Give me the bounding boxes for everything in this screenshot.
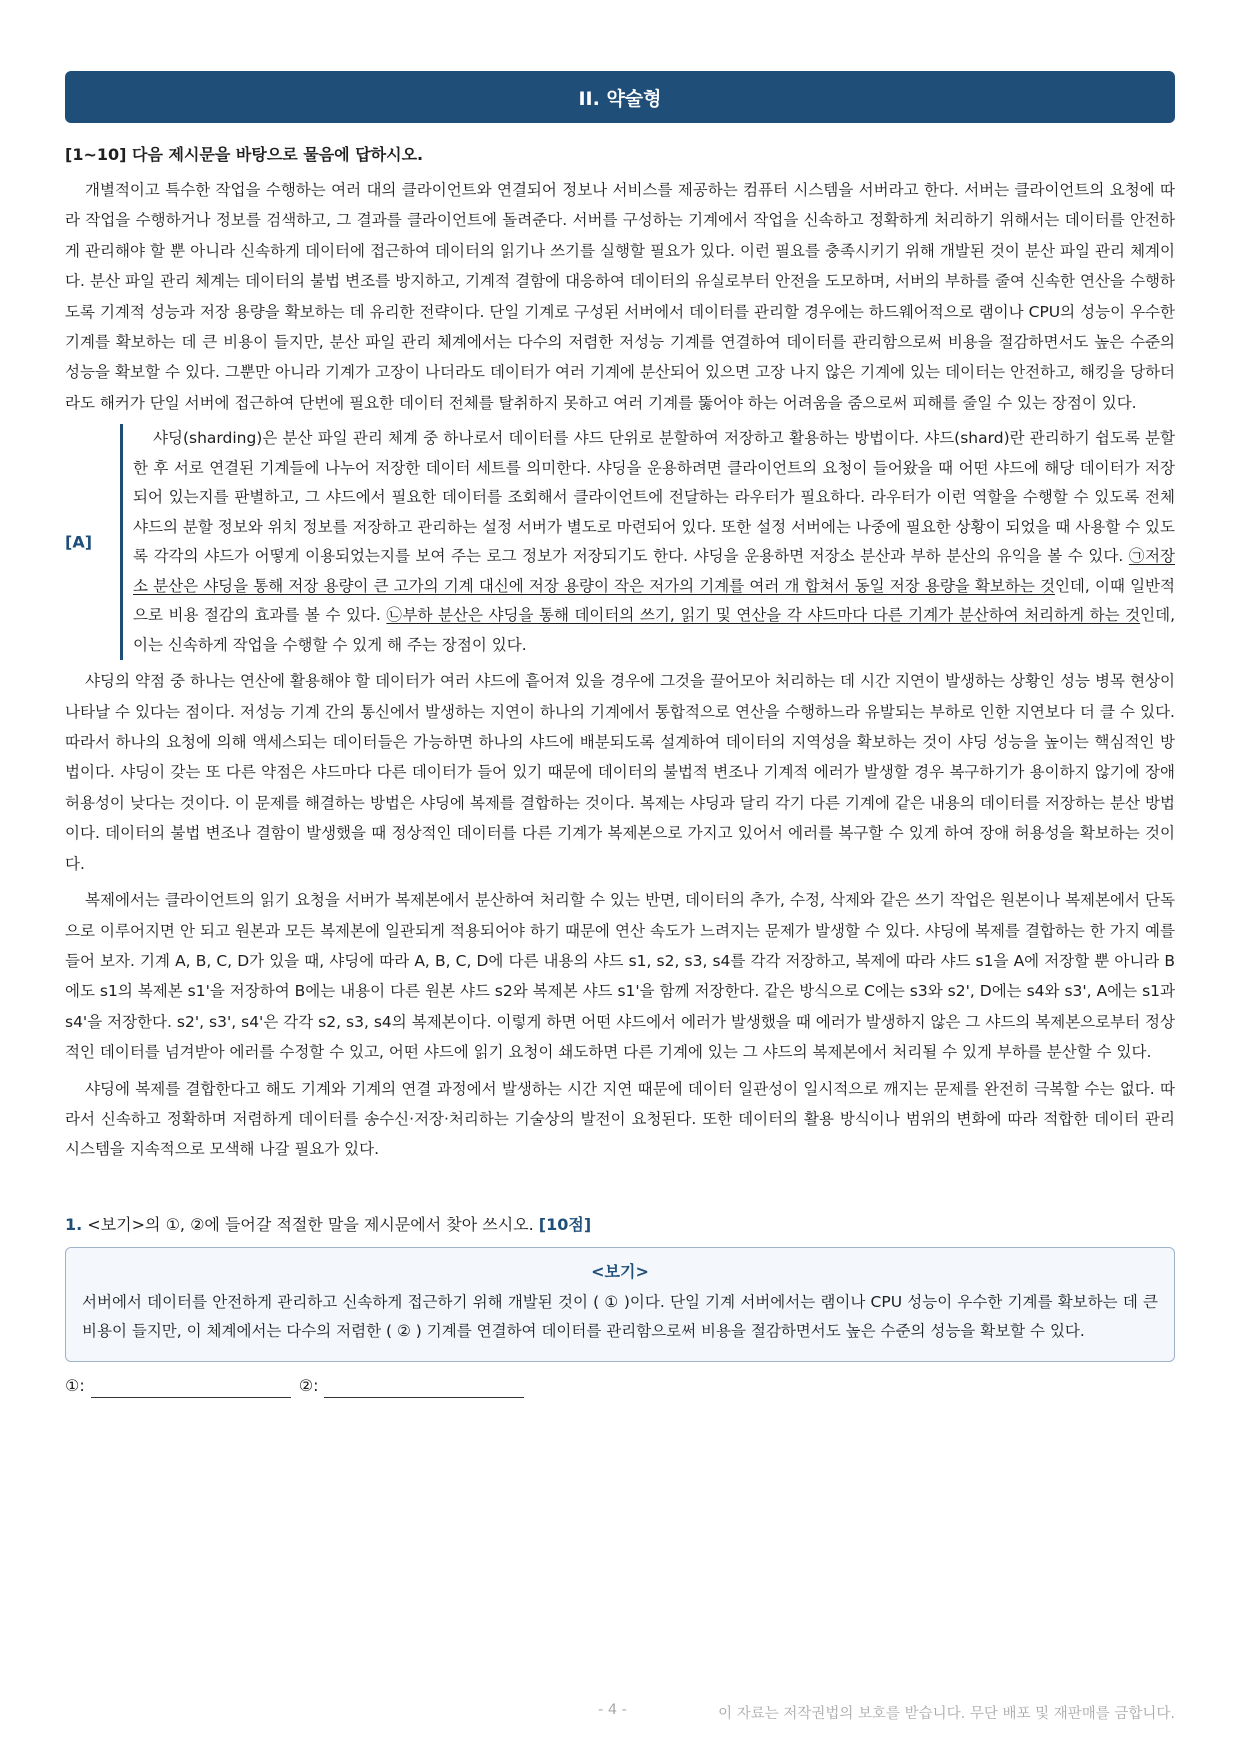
passage-a	[65, 424, 1175, 660]
answer-2	[299, 1374, 525, 1398]
bogi-text: 서버에서 데이터를 안전하게 관리하고 신속하게 접근하기 위해 개발된 것이 ( ① )이다. 단일 기계 서버에서는 램이나 CPU 성능이 우수한 기계를 확보하는 데 큰 비용이 들지만, 이 체계에서는 다수의 저렴한 ( ② ) 기계를 연결하여 데이터를 관리함으로써 비용을 절감하면서도 높은 수준의 성능을 확보할 수 있다.	[82, 1292, 1158, 1341]
passage-a-text-2: 인데, 이때 일반적으로 비용 절감의 효과를 볼 수 있다.	[133, 576, 1176, 625]
bogi-box	[65, 1247, 1175, 1362]
copyright-notice: 이 자료는 저작권법의 보호를 받습니다. 무단 배포 및 재판매를 금합니다.	[718, 1706, 1175, 1722]
underlined-phrase-1: ㉠저장소 분산은 샤딩을 통해 저장 용량이 큰 고가의 기계 대신에 저장 용량이 작은 저가의 기계를 여러 개 합쳐서 동일 저장 용량을 확보하는 것	[133, 547, 1175, 595]
bogi-title: <보기>	[591, 1261, 649, 1281]
section-title: II. 약술형	[578, 87, 662, 110]
passage-a-text-1: 샤딩(sharding)은 분산 파일 관리 체계 중 하나로서 데이터를 샤드 단위로 분할하여 저장하고 활용하는 방법이다. 샤드(shard)란 관리하기 쉽도록 분할한 후 서로 연결된 기계들에 나누어 저장한 데이터 세트를 의미한다. 샤딩을 운용하려면 클라이언트의 요청이 들어왔을 때 어떤 샤드에 해당 데이터가 저장되어 있는지를 판별하고, 그 샤드에서 필요한 데이터를 조회해서 클라이언트에 전달하는 라우터가 필요하다. 라우터가 이런 역할을 수행할 수 있도록 전체 샤드의 분할 정보와 위치 정보를 저장하고 관리하는 설정 서버가 별도로 마련되어 있다. 또한 설정 서버에는 나중에 필요한 상황이 되었을 때 사용할 수 있도록 각각의 샤드가 어떻게 이용되었는지를 보여 주는 로그 정보가 저장되기도 한다. 샤딩을 운용하면 저장소 분산과 부하 분산의 유익을 볼 수 있다.	[133, 429, 1175, 566]
page-number: - 4 -	[598, 1702, 627, 1718]
answer-1-label: ①:	[65, 1375, 85, 1395]
question-points: [10점]	[538, 1214, 592, 1234]
passage-a-body	[120, 424, 1175, 660]
question-text: <보기>의 ①, ②에 들어갈 적절한 말을 제시문에서 찾아 쓰시오.	[82, 1214, 539, 1234]
paragraph-5: 샤딩에 복제를 결합한다고 해도 기계와 기계의 연결 과정에서 발생하는 시간 지연 때문에 데이터 일관성이 일시적으로 깨지는 문제를 완전히 극복할 수는 없다. 따라서 신속하고 정확하며 저렴하게 데이터를 송수신·저장·처리하는 기술상의 발전이 요청된다. 또한 데이터의 활용 방식이나 범위의 변화에 따라 적합한 데이터 관리 시스템을 지속적으로 모색해 나갈 필요가 있다.	[65, 1079, 1175, 1159]
answer-1-blank[interactable]	[91, 1379, 291, 1398]
answer-2-label: ②:	[298, 1375, 319, 1395]
paragraph-4: 복제에서는 클라이언트의 읽기 요청을 서버가 복제본에서 분산하여 처리할 수 있는 반면, 데이터의 추가, 수정, 삭제와 같은 쓰기 작업은 원본이나 복제본에서 단독으로 이루어지면 안 되고 원본과 모든 복제본에 일관되게 적용되어야 하기 때문에 연산 속도가 느려지는 문제가 발생할 수 있다. 샤딩에 복제를 결합하는 한 가지 예를 들어 보자. 기계 A, B, C, D가 있을 때, 샤딩에 따라 A, B, C, D에 다른 내용의 샤드 s1, s2, s3, s4를 각각 저장하고, 복제에 따라 샤드 s1을 A에 저장할 뿐 아니라 B에도 s1의 복제본 s1'을 저장하여 B에는 내용이 다른 원본 샤드 s2와 복제본 샤드 s1'을 함께 저장한다. 같은 방식으로 C에는 s3와 s2', D에는 s4와 s3', A에는 s1과 s4'을 저장한다. s2', s3', s4'은 각각 s2, s3, s4의 복제본이다. 이렇게 하면 어떤 샤드에서 에러가 발생했을 때 에러가 발생하지 않은 그 샤드의 복제본으로부터 정상적인 데이터를 넘겨받아 에러를 수정할 수 있고, 어떤 샤드에 읽기 요청이 쇄도하면 다른 기계에 있는 그 샤드의 복제본에서 처리될 수 있게 부하를 분산할 수 있다.	[65, 891, 1175, 1062]
answer-2-blank[interactable]	[324, 1379, 524, 1398]
passage-a-text-3: 인데, 이는 신속하게 작업을 수행할 수 있게 해 주는 장점이 있다.	[133, 606, 1175, 654]
question-1	[65, 1213, 1175, 1237]
question-number: 1.	[65, 1214, 83, 1234]
passage-a-label: [A]	[65, 532, 93, 552]
paragraph-1: 개별적이고 특수한 작업을 수행하는 여러 대의 클라이언트와 연결되어 정보나 서비스를 제공하는 컴퓨터 시스템을 서버라고 한다. 서버는 클라이언트의 요청에 따라 작업을 수행하거나 정보를 검색하고, 그 결과를 클라이언트에 돌려준다. 서버를 구성하는 기계에서 작업을 신속하고 정확하게 처리하기 위해서는 데이터를 안전하게 관리해야 할 뿐 아니라 신속하게 데이터에 접근하여 데이터의 읽기나 쓰기를 실행할 필요가 있다. 이런 필요를 충족시키기 위해 개발된 것이 분산 파일 관리 체계이다. 분산 파일 관리 체계는 데이터의 불법 변조를 방지하고, 기계적 결함에 대응하여 데이터의 유실로부터 안전을 도모하며, 서버의 부하를 줄여 신속한 연산을 수행하도록 기계적 성능과 저장 용량을 확보하는 데 유리한 전략이다. 단일 기계로 구성된 서버에서 데이터를 관리할 경우에는 하드웨어적으로 램이나 CPU의 성능이 우수한 기계를 확보하는 데 큰 비용이 들지만, 분산 파일 관리 체계에서는 다수의 저렴한 저성능 기계를 연결하여 데이터를 관리함으로써 비용을 절감하면서도 높은 수준의 성능을 확보할 수 있다. 그뿐만 아니라 기계가 고장이 나더라도 데이터가 여러 기계에 분산되어 있으면 고장 나지 않은 기계에 있는 데이터는 안전하고, 해킹을 당하더라도 해커가 단일 서버에 접근하여 단번에 필요한 데이터 전체를 탈취하지 못하고 여러 기계를 뚫어야 하는 어려움을 줌으로써 피해를 줄일 수 있는 장점이 있다.	[65, 181, 1175, 412]
paragraph-2	[133, 424, 1175, 660]
section-header	[65, 71, 1175, 123]
page	[65, 71, 1175, 1398]
paragraph-3: 샤딩의 약점 중 하나는 연산에 활용해야 할 데이터가 여러 샤드에 흩어져 있을 경우에 그것을 끌어모아 처리하는 데 시간 지연이 발생하는 상황인 성능 병목 현상이 나타날 수 있다는 점이다. 저성능 기계 간의 통신에서 발생하는 지연이 하나의 기계에서 통합적으로 연산을 수행하느라 유발되는 부하로 인한 지연보다 더 클 수 있다. 따라서 하나의 요청에 의해 액세스되는 데이터들은 가능하면 하나의 샤드에 배분되도록 설계하여 데이터의 지역성을 확보하는 것이 샤딩 성능을 높이는 핵심적인 방법이다. 샤딩이 갖는 또 다른 약점은 샤드마다 다른 데이터가 들어 있기 때문에 데이터의 불법적 변조나 기계적 에러가 발생할 경우 복구하기가 용이하지 않기에 장애 허용성이 낮다는 것이다. 이 문제를 해결하는 방법은 샤딩에 복제를 결합하는 것이다. 복제는 샤딩과 달리 각기 다른 기계에 같은 내용의 데이터를 저장하는 분산 방법이다. 데이터의 불법 변조나 결함이 발생했을 때 정상적인 데이터를 다른 기계가 복제본으로 가지고 있어서 에러를 복구할 수 있게 하여 장애 허용성을 확보하는 것이다.	[65, 672, 1175, 873]
underlined-phrase-2: ㉡부하 분산은 샤딩을 통해 데이터의 쓰기, 읽기 및 연산을 각 샤드마다 다른 기계가 분산하여 처리하게 하는 것	[386, 606, 1141, 625]
answer-1	[65, 1374, 291, 1398]
answer-area	[65, 1374, 1175, 1398]
instruction: [1~10] 다음 제시문을 바탕으로 물음에 답하시오.	[65, 145, 424, 164]
